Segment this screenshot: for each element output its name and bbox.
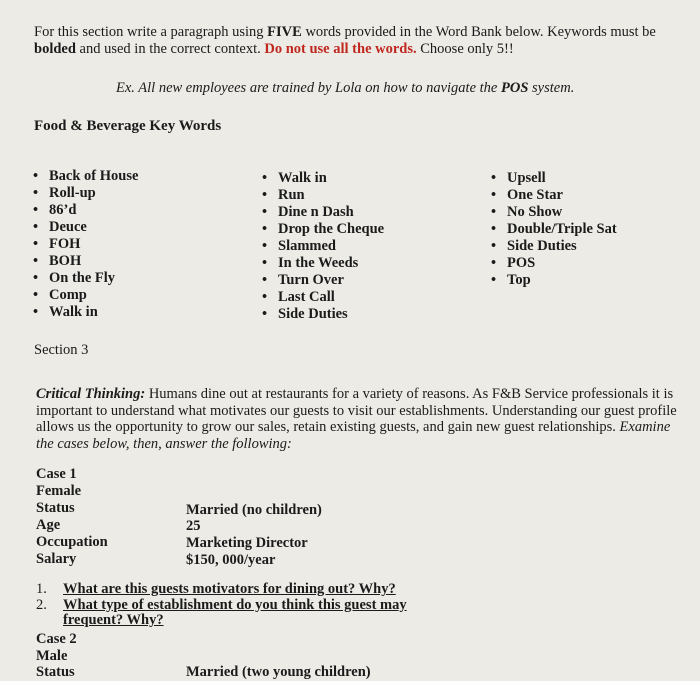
example-text: Ex. All new employees are trained by Lola on how to navigate the — [116, 80, 501, 96]
instructions-text: Choose only 5!! — [416, 41, 514, 57]
age-label: Age — [36, 517, 61, 533]
word-bank-item: • BOH — [33, 253, 138, 270]
question-number: 2. — [36, 596, 47, 613]
critical-thinking-instruction: Examine the cases below, then, answer the following: — [36, 419, 671, 452]
word-bank-item: • Run — [262, 187, 384, 204]
example-bold-keyword: POS — [501, 80, 529, 96]
case-title: Case 2 — [36, 631, 77, 647]
word-bank-item: • Turn Over — [262, 272, 384, 289]
question-list — [36, 582, 423, 629]
instructions-text: For this section write a paragraph using — [34, 24, 268, 40]
word-bank-item: • In the Weeds — [262, 255, 384, 272]
case-gender: Male — [36, 647, 68, 664]
word-bank-item: • Dine n Dash — [262, 204, 384, 221]
word-bank-item: • FOH — [33, 236, 138, 253]
status-label: Status — [36, 500, 75, 516]
status-label: Status — [36, 664, 75, 680]
instructions-warning: Do not use all the words. — [264, 41, 417, 57]
question-item — [36, 582, 423, 598]
word-bank-item: • Roll-up — [33, 185, 138, 202]
word-bank-item: • One Star — [491, 187, 617, 204]
question-item — [36, 598, 423, 629]
word-bank-item: • POS — [491, 255, 617, 272]
age-value: 25 — [186, 518, 201, 534]
critical-thinking-paragraph — [36, 386, 688, 452]
word-bank-item: • Comp — [33, 287, 138, 304]
word-bank-item: • Side Duties — [491, 238, 617, 255]
word-bank-item: • Deuce — [33, 219, 138, 236]
word-bank-item: • Drop the Cheque — [262, 221, 384, 238]
word-bank-item: • Last Call — [262, 289, 384, 306]
instructions-bold-five: FIVE — [267, 24, 302, 40]
occupation-label: Occupation — [36, 534, 108, 550]
section-heading: Section 3 — [34, 342, 89, 358]
question-number: 1. — [36, 581, 47, 597]
word-bank-item: • No Show — [491, 204, 617, 221]
word-bank-item: • Double/Triple Sat — [491, 221, 617, 238]
salary-label: Salary — [36, 551, 77, 567]
word-bank-item: • Top — [491, 272, 617, 289]
case-gender: Female — [36, 483, 82, 499]
status-value: Married (no children) — [186, 502, 322, 518]
word-bank-item: • Walk in — [262, 170, 384, 187]
status-value: Married (two young children) — [186, 664, 371, 680]
question-text: What type of establishment do you think this guest may frequent? Why? — [63, 596, 407, 628]
instructions-paragraph — [34, 24, 690, 58]
word-bank-item: • Side Duties — [262, 306, 384, 323]
example-text: system. — [528, 80, 575, 96]
word-bank-item: • Walk in — [33, 304, 138, 321]
word-bank-item: • On the Fly — [33, 270, 138, 287]
word-bank-item: • Back of House — [33, 168, 138, 185]
word-bank-item: • Slammed — [262, 238, 384, 255]
word-bank-item: • 86’d — [33, 202, 138, 219]
critical-thinking-body: Humans dine out at restaurants for a variety of reasons. As F&B Service professionals it is important to understand what motivates our guests to visit our establishments. Understanding our guest profile allows us the opportunity to grow our sales, retain existing guests, and gain new guest relationships. — [36, 386, 677, 435]
word-bank-column-1 — [33, 168, 138, 321]
case-title: Case 1 — [36, 466, 77, 482]
salary-value: $150, 000/year — [186, 552, 276, 568]
example-sentence — [116, 80, 574, 97]
word-bank-title: Food & Beverage Key Words — [34, 118, 222, 134]
critical-thinking-lead: Critical Thinking: — [36, 386, 146, 402]
word-bank-column-3 — [491, 170, 617, 289]
word-bank-item: • Upsell — [491, 170, 617, 187]
instructions-text: and used in the correct context. — [75, 41, 265, 57]
occupation-value: Marketing Director — [186, 535, 308, 551]
question-text: What are this guests motivators for dining out? Why? — [63, 581, 396, 597]
instructions-bold-bolded: bolded — [34, 41, 76, 57]
case-2-profile — [36, 631, 371, 681]
word-bank-column-2 — [262, 170, 384, 323]
instructions-text: words provided in the Word Bank below. Keywords must be — [301, 24, 656, 40]
